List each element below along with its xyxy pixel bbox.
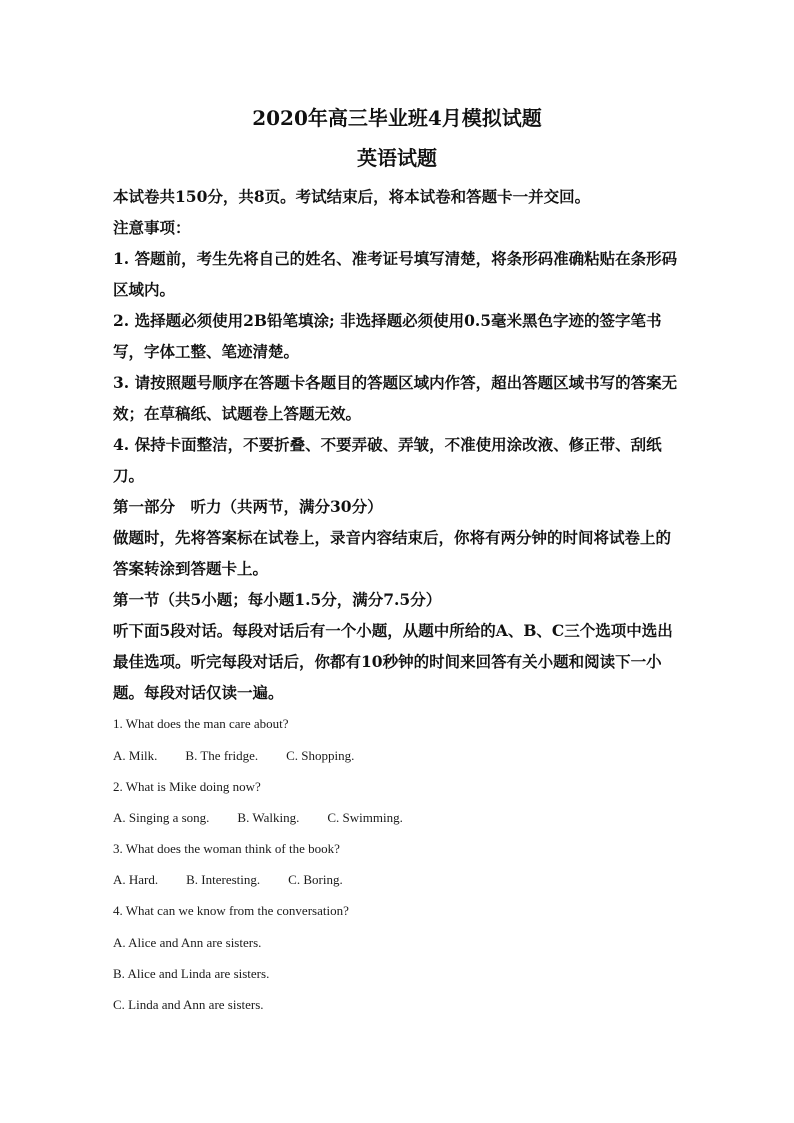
question-4-option-b: B. Alice and Linda are sisters. xyxy=(113,966,270,981)
question-1-stem: 1. What does the man care about? xyxy=(113,716,289,731)
note-item-1: 1. 答题前，考生先将自己的姓名、准考证号填写清楚，将条形码准确粘贴在条形码区域内。 xyxy=(113,249,678,299)
question-4-option-a: A. Alice and Ann are sisters. xyxy=(113,935,262,950)
question-1-option-c: C. Shopping. xyxy=(286,748,355,763)
section1-heading: 第一节（共5小题；每小题1.5分，满分7.5分） xyxy=(113,590,442,609)
question-1-option-b: B. The fridge. xyxy=(185,748,259,763)
note-item-2: 2. 选择题必须使用2B铅笔填涂; 非选择题必须使用0.5毫米黑色字迹的签字笔书写，字体工整、笔迹清楚。 xyxy=(113,311,662,361)
exam-title: 2020年高三毕业班4月模拟试题 xyxy=(252,106,542,130)
question-1-options xyxy=(113,746,683,766)
question-3-option-b: B. Interesting. xyxy=(186,872,261,887)
question-2-stem: 2. What is Mike doing now? xyxy=(113,779,261,794)
question-3-option-c: C. Boring. xyxy=(288,872,343,887)
exam-info: 本试卷共150分，共8页。考试结束后，将本试卷和答题卡一并交回。 xyxy=(113,187,591,206)
section1-instruction: 听下面5段对话。每段对话后有一个小题，从题中所给的A、B、C三个选项中选出最佳选项。听完每段对话后，你都有10秒钟的时间来回答有关小题和阅读下一小题。每段对话仅读一遍。 xyxy=(113,621,673,702)
note-item-4: 4. 保持卡面整洁，不要折叠、不要弄破、弄皱，不准使用涂改液、修正带、刮纸刀。 xyxy=(113,435,662,485)
part1-heading: 第一部分 听力（共两节，满分30分） xyxy=(113,497,383,516)
question-2-option-c: C. Swimming. xyxy=(327,810,403,825)
question-2-options xyxy=(113,808,683,828)
question-4-option-c: C. Linda and Ann are sisters. xyxy=(113,997,264,1012)
note-item-3: 3. 请按照题号顺序在答题卡各题目的答题区域内作答，超出答题区域书写的答案无效；在草稿纸、试题卷上答题无效。 xyxy=(113,373,678,423)
part1-instruction: 做题时，先将答案标在试卷上，录音内容结束后，你将有两分钟的时间将试卷上的答案转涂到答题卡上。 xyxy=(113,528,672,578)
question-2-option-b: B. Walking. xyxy=(237,810,300,825)
question-3-option-a: A. Hard. xyxy=(113,872,159,887)
question-1-option-a: A. Milk. xyxy=(113,748,158,763)
exam-subtitle: 英语试题 xyxy=(357,146,437,170)
question-3-options xyxy=(113,870,683,890)
question-4-stem: 4. What can we know from the conversation? xyxy=(113,903,349,918)
notes-heading: 注意事项： xyxy=(113,218,191,237)
question-2-option-a: A. Singing a song. xyxy=(113,810,210,825)
question-3-stem: 3. What does the woman think of the book? xyxy=(113,841,340,856)
